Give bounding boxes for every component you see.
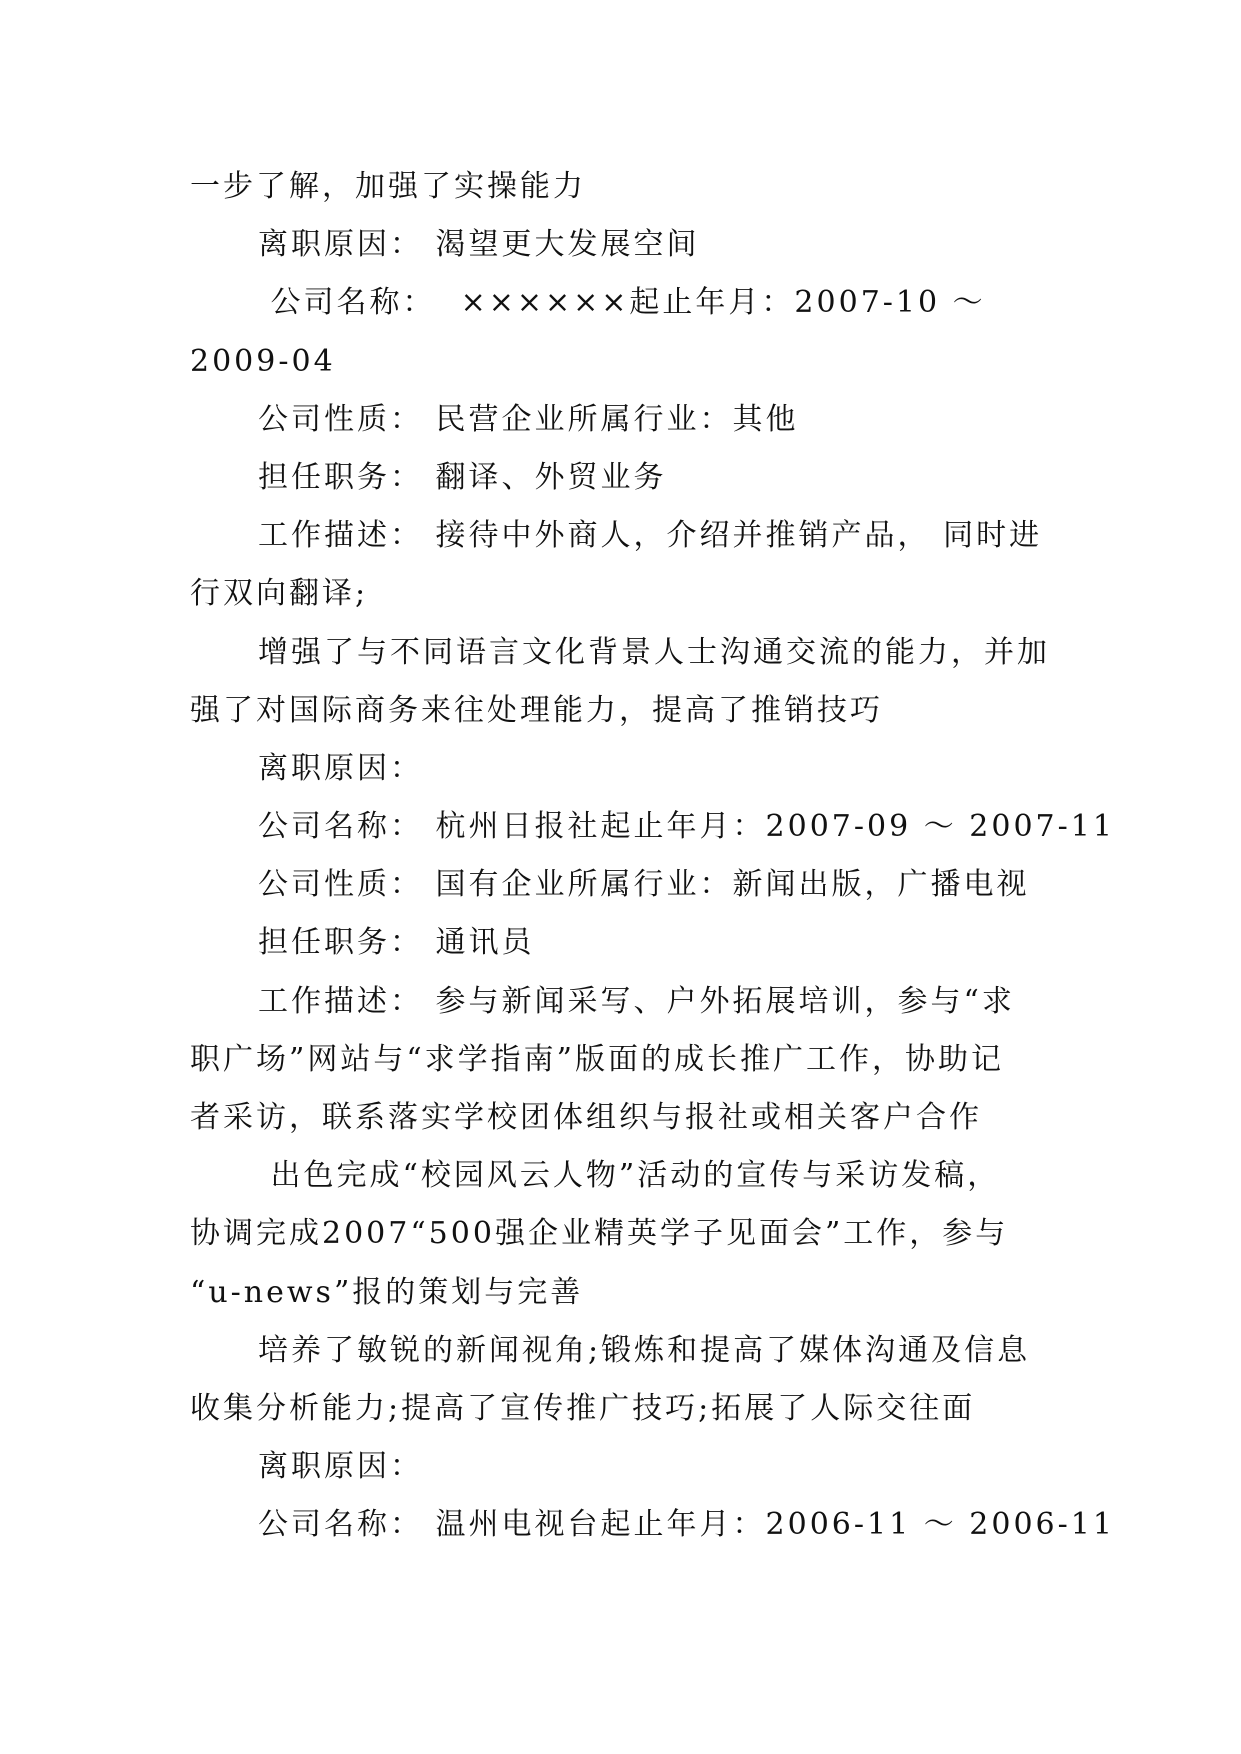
text-line: 职广场”网站与“求学指南”版面的成长推广工作，协助记 (190, 1041, 1005, 1077)
text-line: 增强了与不同语言文化背景人士沟通交流的能力，并加 (258, 634, 1050, 670)
text-line: 离职原因： 渴望更大发展空间 (258, 227, 700, 263)
text-line: 出色完成“校园风云人物”活动的宣传与采访发稿， (258, 1158, 1001, 1194)
resume-work-history (190, 158, 1115, 1555)
text-line: 公司名称： ××××××起止年月：2007-10 ～ (258, 285, 986, 321)
text-line: 行双向翻译; (190, 576, 369, 612)
text-line: “u-news”报的策划与完善 (190, 1274, 584, 1310)
text-line: 公司性质： 民营企业所属行业：其他 (258, 401, 799, 437)
text-line: 公司性质： 国有企业所属行业：新闻出版，广播电视 (258, 867, 1030, 903)
text-line: 离职原因： (258, 750, 423, 786)
text-line: 者采访，联系落实学校团体组织与报社或相关客户合作 (190, 1100, 982, 1135)
text-line: 强了对国际商务来往处理能力，提高了推销技巧 (190, 692, 883, 728)
text-line: 公司名称： 杭州日报社起止年月：2007-09 ～ 2007-11 (258, 809, 1115, 845)
text-line: 一步了解，加强了实操能力 (190, 169, 586, 204)
text-line: 协调完成2007“500强企业精英学子见面会”工作，参与 (190, 1216, 1009, 1252)
text-line: 离职原因： (258, 1449, 423, 1485)
text-line: 担任职务： 通讯员 (258, 925, 535, 961)
text-line: 工作描述： 接待中外商人，介绍并推销产品， 同时进 (258, 518, 1043, 554)
text-line: 收集分析能力;提高了宣传推广技巧;拓展了人际交往面 (190, 1390, 976, 1426)
text-line: 2009-04 (190, 343, 336, 379)
text-line: 工作描述： 参与新闻采写、户外拓展培训，参与“求 (258, 983, 1015, 1019)
text-line: 公司名称： 温州电视台起止年月：2006-11 ～ 2006-11 (258, 1507, 1115, 1543)
text-line: 担任职务： 翻译、外贸业务 (258, 459, 667, 495)
text-line: 培养了敏锐的新闻视角;锻炼和提高了媒体沟通及信息 (258, 1332, 1031, 1368)
